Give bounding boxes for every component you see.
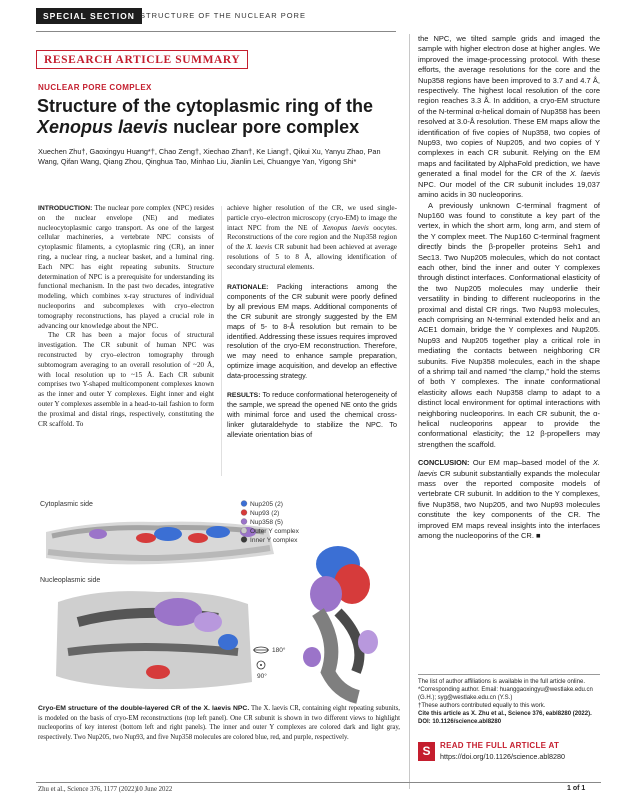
author-list: Xuechen Zhu†, Gaoxingyu Huang*†, Chao Zeng†, Xiechao Zhan†, Ke Liang†, Qikui Xu, Yanyu Zhao, Pan Wang, Qifan Wang, Qiang Zhou, Qinghua Tao, Minhao Liu, Jianlin Lei, Chuangye Yan, Yigong Shi* <box>38 147 381 166</box>
doi-link[interactable]: https://doi.org/10.1126/science.abl8280 <box>440 752 565 761</box>
notes-rule <box>418 674 600 675</box>
affiliations-note: The list of author affiliations is available in the full article online. <box>418 679 585 685</box>
legend-label: Nup358 (5) <box>250 519 283 526</box>
nucleoplasmic-side-label: Nucleoplasmic side <box>40 577 101 584</box>
title-part-a: Structure of the cytoplasmic ring of the <box>37 96 374 116</box>
body-column-2 <box>227 204 397 440</box>
conclusion-species: X. laevis <box>418 458 600 478</box>
body-column-3 <box>418 34 600 542</box>
cytoplasmic-side-label: Cytoplasmic side <box>40 501 93 508</box>
rotation-180-label: 180° <box>272 647 286 654</box>
legend-swatch <box>241 528 247 534</box>
legend-label: Inner Y complex <box>250 537 298 544</box>
article-type-label: RESEARCH ARTICLE SUMMARY <box>36 50 248 69</box>
footer-citation: Zhu et al., Science 376, 1177 (2022) <box>38 786 137 793</box>
col3-paragraph-1 <box>418 34 600 201</box>
rationale-text: Packing interactions among the components of the CR subunit were poorly defined by all previous EM maps. Additional components of the CR subunit are strongly suggested by the EM maps of 5- to 8-Å resolution but remain to be identified. Addressing these issues requires improved resolution of the cryo-EM reconstruction. Therefore, we may need to enhance sample preparation, optimize image acquisition, and develop an effective data-processing strategy. <box>227 281 397 380</box>
footer-rule <box>36 782 601 783</box>
figure-legend <box>241 501 300 545</box>
col3-text-a: the NPC, we tilted sample grids and imaged the sample with higher electron dose at higher angles. We improved the image-processing protocol. With these efforts, the average resolutions for the core and the Nup358 regions have been improved to 3.7 and 4.7 Å, respectively. The highest local resolution of the core region reaches 3.3 Å. In addition, a cryo-EM structure of the N-terminal α-helical domain of Nup358 has been resolved at 3.0-Å resolution. These EM maps allow the identification of five copies of Nup358, two copies of Nup93, two copies of Nup205, and two copies of Y complexes in each CR subunit. Relying on the EM maps and facilitated by AlphaFold prediction, we have generated a final model for the CR of the <box>418 34 600 179</box>
legend-swatch <box>241 510 247 516</box>
science-logo-icon: S <box>418 742 435 761</box>
col3-paragraph-2: A previously unknown C-terminal fragment of Nup160 was found to constitute a key part of the vertex, in which the short arm, long arm, and stem of the Y complex meet. The Nup160 C-terminal fragment directly binds the β-propeller proteins Seh1 and Sec13. Two Nup205 molecules, which do not contact each other, bind the inner and outer Y complexes through distinct interfaces. Conformational elasticity of the two Nup205 molecules may underlie their versatility in binding to different nucleoporins in the proximal and distal CR rings. Two Nup93 molecules, each comprising an N-terminal extended helix and an ACE1 domain, bridge the Y complexes and Nup205. Nup93 and Nup205 together play a critical role in mediating the contacts between neighboring CR subunits. Five Nup358 molecules, each in the shape of a shrimp tail and named “the clamp,” hold the stems of both Y complexes. The innate conformational elasticity allows each Nup358 clamp to adapt to a distinct local environment for optimal interactions with neighboring nucleoporins. In each CR subunit, the α-helical nucleoporins appear to provide the conformational elasticity; the 12 β-propellers may strengthen the scaffold. <box>418 200 600 449</box>
legend-swatch <box>241 537 247 543</box>
legend-swatch <box>241 519 247 525</box>
intro-paragraph <box>38 204 214 331</box>
corresponding-author-note: *Corresponding author. Email: huanggaoxingyu@westlake.edu.cn (G.H.); syg@westlake.edu.cn (Y.S.) <box>418 687 593 701</box>
cr-subunit-rotated-view <box>303 546 378 697</box>
results-label: RESULTS: <box>227 391 261 399</box>
body-column-1 <box>38 204 214 429</box>
results-paragraph <box>227 390 397 440</box>
caption-text: The X. laevis CR, containing eight repeating subunits, is modeled on the basis of cryo-EM reconstructions (top left panel). One CR subunit is shown in two different views to highlight nucleoporins of key interest (bottom left and right panels). The inner and outer Y complexes are colored dark and light gray, respectively. Two Nup205, two Nup93, and five Nup358 molecules are colored blue, red, and purple, respectively. <box>38 705 400 741</box>
read-full-article-label: READ THE FULL ARTICLE AT <box>440 741 560 750</box>
intro-text: The nuclear pore complex (NPC) resides on the nuclear envelope (NE) and mediates nucleocytoplasmic cargo transport. As one of the largest cellular machineries, a vertebrate NPC consists of cytoplasmic filaments, a cytoplasmic ring (CR), an inner ring, a nuclear ring, a nuclear basket, and a luminal ring. Each NPC has eight repeating subunits. Structure determination of NPC is a prerequisite for understanding its functional mechanism. In the past two decades, integrative modeling, which combines x-ray structures of individual nucleoporins and subcomplexes with cryo–electron tomography reconstructions, has played a crucial role in advancing our knowledge about the NPC. <box>38 204 215 330</box>
footer-date: 10 June 2022 <box>136 786 173 793</box>
article-kicker: NUCLEAR PORE COMPLEX <box>38 83 152 92</box>
rationale-paragraph <box>227 282 397 381</box>
legend-swatch <box>241 501 247 507</box>
column-separator <box>221 206 222 476</box>
conclusion-label: CONCLUSION: <box>418 458 470 468</box>
results-text: To reduce conformational heterogeneity of the sample, we spread the opened NE onto the grids with minimal force and used the chemical cross-linker glutaraldehyde to stabilize the NPC. To alleviate orientation bias of <box>227 389 397 439</box>
col2-text-c: CR subunit had been achieved at average resolutions of 5 to 8 Å, allowing identification of secondary structural elements. <box>227 243 397 271</box>
intro-paragraph-2: The CR has been a major focus of structural investigation. The CR subunit of human NPC was reconstructed by cryo–electron tomography through subtomogram averaging to an overall resolution of ~20 Å, with local resolution up to ~15 Å. Each CR subunit comprises two Y-shaped multicomponent complexes known as the inner and outer Y complexes. Eight inner and eight outer Y complexes assemble in a head-to-tail fashion to form the proximal and distal rings, respectively, constituting the CR scaffold. To <box>38 331 214 428</box>
legend-label: Outer Y complex <box>250 528 299 535</box>
conclusion-text-a: Our EM map–based model of the <box>472 458 593 468</box>
citation-note: Cite this article as X. Zhu et al., Science 376, eabl8280 (2022). DOI: 10.1126/science.abl8280 <box>418 711 592 725</box>
col2-species: Xenopus laevis <box>322 223 369 232</box>
rationale-label: RATIONALE: <box>227 283 269 291</box>
rotation-indicator <box>253 646 286 680</box>
col2-text-a: achieve higher resolution of the CR, we used single-particle cryo–electron microscopy (cryo-EM) to image the intact NPC from the NE of <box>227 204 397 232</box>
footer-page-number: 1 of 1 <box>567 785 586 792</box>
legend-label: Nup205 (2) <box>250 501 283 508</box>
figure-illustration <box>38 492 400 704</box>
summary-figure <box>38 492 400 704</box>
conclusion-text-b: CR subunit substantially expands the molecular mass over the reported composite models of vertebrate CR subunit. In addition to the Y complexes, five Nup358, two Nup205, and two Nup93 molecules constitute the key components of the CR. The improved EM maps reveal insights into the interfaces among the nucleoporins of the CR. ■ <box>418 468 600 541</box>
figure-caption <box>38 704 400 742</box>
legend-label: Nup93 (2) <box>250 510 280 517</box>
title-part-b: nuclear pore complex <box>168 117 360 137</box>
conclusion-paragraph <box>418 458 600 541</box>
rotation-90-label: 90° <box>257 673 267 680</box>
intro-label: INTRODUCTION: <box>38 205 93 212</box>
caption-title: Cryo-EM structure of the double-layered CR of the X. laevis NPC. <box>38 705 250 712</box>
cr-ring-top-view <box>46 522 274 565</box>
column-rule <box>409 34 410 789</box>
col2-paragraph-1 <box>227 204 397 273</box>
section-title: STRUCTURE OF THE NUCLEAR PORE <box>140 11 306 20</box>
cr-subunit-side-view <box>56 591 252 689</box>
title-species: Xenopus laevis <box>37 117 169 137</box>
article-title <box>37 96 397 138</box>
col2-text-b: oocytes. Reconstructions of the core region and the Nup358 region of the <box>227 223 397 252</box>
equal-contribution-note: †These authors contributed equally to this work. <box>418 703 546 709</box>
header-rule <box>36 31 396 32</box>
col3-text-b: NPC. Our model of the CR subunit includes 19,037 amino acids in 30 nucleoporins. <box>418 179 600 200</box>
section-badge: SPECIAL SECTION <box>36 8 142 24</box>
author-notes <box>418 678 600 726</box>
col3-species: X. laevis <box>570 169 600 179</box>
col2-species-2: X. laevis <box>246 243 273 252</box>
